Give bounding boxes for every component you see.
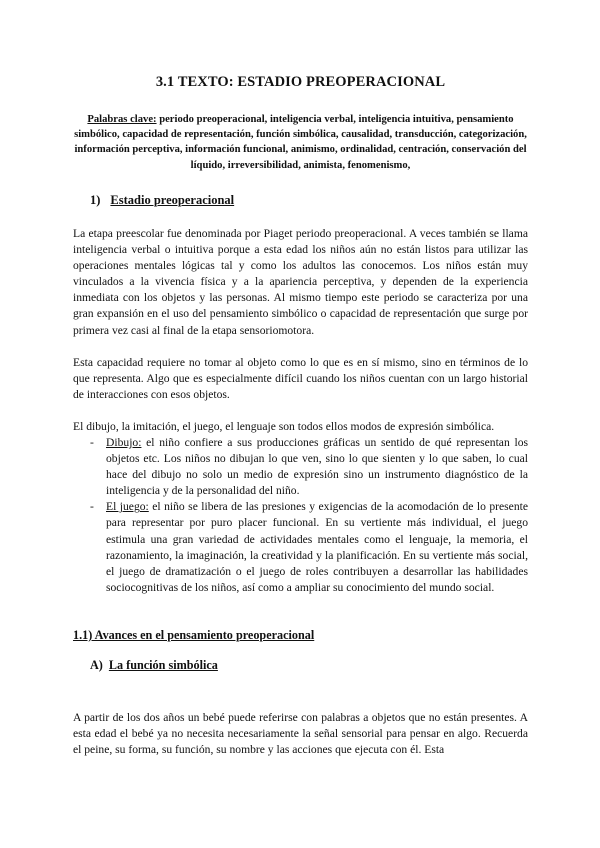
subsection-title: La función simbólica (108, 658, 218, 672)
section-heading-estadio (90, 193, 234, 208)
bullet-item-juego (73, 499, 528, 596)
paragraph-capacidad: Esta capacidad requiere no tomar al objeto como lo que es en sí mismo, sino en términos de lo que representa. Algo que es especialmente difícil cuando los niños cuentan con un largo historial de interacciones con esos objetos. (73, 356, 528, 402)
section-title: Estadio preoperacional (110, 193, 235, 207)
bullet-list (73, 435, 528, 596)
keywords-text: periodo preoperacional, inteligencia verbal, inteligencia intuitiva, pensamiento simbólico, capacidad de representación, función simbólica, causalidad, transducción, categorización, información perceptiva, información funcional, animismo, ordinalidad, centración, conservación del líquido, irreversibilidad, animista, fenomenismo, (74, 114, 527, 171)
paragraph-intro: La etapa preescolar fue denominada por Piaget periodo preoperacional. A veces también se llama inteligencia verbal o intuitiva porque a esta edad los niños aún no están listos para utilizar las operaciones mentales lógicas tal y como los adultos las conocemos. Los niños están muy vinculados a la vivencia física y a la apariencia perceptiva, y dependen de la experiencia inmediata con los objetos y las personas. Al mismo tiempo este periodo se caracteriza por una gran expansión en el uso del pensamiento simbólico o capacidad de representación que surge por primera vez casi al final de la etapa sensoriomotora. (73, 227, 528, 337)
document-title: 3.1 TEXTO: ESTADIO PREOPERACIONAL (155, 74, 446, 90)
subsection-number: A) (90, 658, 103, 672)
paragraph-funcion-simbolica: A partir de los dos años un bebé puede referirse con palabras a objetos que no están presentes. A esta edad el bebé ya no necesita necesariamente la señal sensorial para pensar en algo. Recuerda el peine, su forma, su función, su nombre y las acciones que ejecuta con él. Esta (73, 711, 528, 757)
keywords-block (73, 112, 528, 173)
bullet-text: el niño se libera de las presiones y exigencias de la acomodación de lo presente para representar por puro placer funcional. En su vertiente más individual, el juego estimula una gran variedad de actividades mentales como el lenguaje, la memoria, el razonamiento, la imaginación, la creatividad y la planificación. En su vertiente más social, el juego de dramatización o el juego de roles contribuyen a desarrollar las habilidades sociocognitivas de los niños, así como a ampliar su conocimiento del mundo social. (106, 500, 528, 594)
bullet-item-dibujo (73, 435, 528, 499)
keywords-label: Palabras clave: (87, 114, 157, 125)
paragraph-modos: El dibujo, la imitación, el juego, el lenguaje son todos ellos modos de expresión simbólica. (73, 420, 495, 433)
subsection-heading-funcion-simbolica (90, 658, 218, 673)
subsection-heading-avances: 1.1) Avances en el pensamiento preoperacional (73, 628, 315, 642)
bullet-lead: El juego: (106, 500, 149, 514)
bullet-lead: Dibujo: (106, 436, 142, 449)
bullet-dash: - (90, 436, 94, 449)
bullet-dash: - (90, 500, 94, 514)
bullet-text: el niño confiere a sus producciones gráficas un sentido de qué representan los objetos etc. Los niños no dibujan lo que ven, sino lo que sienten y lo que saben, lo cual hace del dibujo no solo un medio de expresión sino un instrumento diagnóstico de la inteligencia y de la personalidad del niño. (106, 436, 528, 498)
section-number: 1) (90, 193, 101, 207)
